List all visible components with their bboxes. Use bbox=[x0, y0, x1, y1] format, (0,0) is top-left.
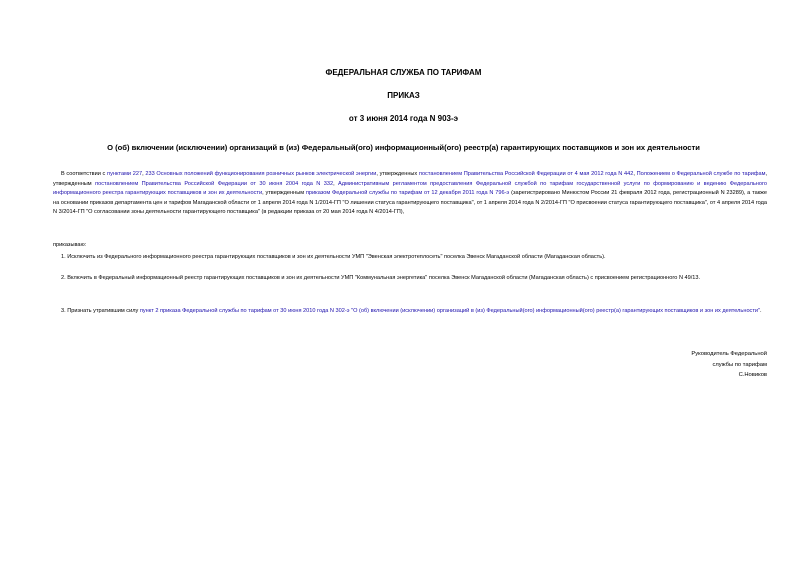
order-item-3-text: 3. Признать утратившим силу bbox=[61, 308, 140, 314]
link-retail-market-provisions[interactable]: 233 Основных положений функционирования розничных рынков электрической энергии bbox=[145, 171, 377, 177]
order-item-2: 2. Включить в Федеральный информационный реестр гарантирующих поставщиков и зон их деятельности УМП "Коммунальная энергетика" поселка Эвенск Магаданской области (Магаданская область) с присвоением регистрационного N 49/13. bbox=[61, 275, 701, 281]
document-type: ПРИКАЗ bbox=[387, 91, 420, 100]
link-order-796e[interactable]: приказом Федеральной службы по тарифам от 12 декабря 2011 года N 796-э bbox=[305, 190, 510, 197]
signature-block bbox=[567, 349, 767, 381]
link-resolution-332[interactable]: постановлением Правительства Российской Федерации от 30 июня 2004 года N 332 bbox=[95, 180, 334, 187]
preamble-paragraph bbox=[53, 170, 767, 218]
preamble-text: , bbox=[142, 171, 146, 177]
preamble-text: , утвержденным bbox=[262, 190, 306, 197]
signature-name: С.Новиков bbox=[738, 372, 767, 378]
signature-position-line1: Руководитель Федеральной bbox=[691, 351, 767, 357]
link-resolution-442[interactable]: постановлением Правительства Российской Федерации от 4 мая 2012 года N 442 bbox=[418, 171, 634, 177]
order-item-3-text: . bbox=[760, 308, 762, 314]
link-order-302e-clause-2[interactable]: пункт 2 приказа Федеральной службы по тарифам от 30 июня 2010 года N 302-э "О (об) включении (исключении) организаций в (из) Федеральный(ого) информационный(ого) реестр(а) гарантирующих поставщиков и зон их деятельности" bbox=[139, 308, 761, 314]
preamble-text: , утвержденных bbox=[376, 171, 419, 177]
link-fst-regulation[interactable]: Положением о Федеральной службе по тарифам bbox=[636, 171, 766, 177]
link-administrative-regulation[interactable]: Административным регламентом предоставления Федеральной службой по тарифам государственной услуги по формированию и ведению Федерального информационного реестра гарантирующих поставщиков и зон их деятельности bbox=[53, 180, 767, 197]
agency-header: ФЕДЕРАЛЬНАЯ СЛУЖБА ПО ТАРИФАМ bbox=[325, 68, 482, 77]
order-item-3 bbox=[53, 307, 767, 317]
order-item-1: 1. Исключить из Федерального информационного реестра гарантирующих поставщиков и зон их деятельности УМП "Эвенская электротеплосеть" поселка Эвенск Магаданской области (Магаданская область). bbox=[61, 254, 606, 260]
preamble-text: , bbox=[633, 171, 637, 177]
document-title: О (об) включении (исключении) организаций в (из) Федеральный(ого) информационный(ого) реестр(а) гарантирующих поставщиков и зон их деятельности bbox=[107, 143, 700, 152]
preamble-text: (зарегистрировано Минюстом России 21 февраля 2012 года, регистрационный N 23289), а также на основании приказов департамента цен и тарифов Магаданской области от 1 апреля 2014 года N 1/2014-ГП "О лишении статуса гарантирующего поставщика", от 1 апреля 2014 года N 2/2014-ГП "О присвоении статуса гарантирующего поставщика", от 4 апреля 2014 года N 3/2014-ГП "О согласовании зоны деятельности гарантирующего поставщика" (в редакции приказа от 20 мая 2014 года N 4/2014-ГП), bbox=[53, 190, 767, 216]
preamble-text: , bbox=[333, 180, 339, 187]
signature-position-line2: службы по тарифам bbox=[712, 361, 767, 368]
preamble-text: В соответствии с bbox=[61, 171, 108, 177]
link-clause-227[interactable]: пунктами 227 bbox=[107, 171, 143, 177]
document-date-number: от 3 июня 2014 года N 903-э bbox=[348, 114, 459, 123]
preamble-text: , утвержденным bbox=[53, 171, 768, 187]
order-lead: приказываю: bbox=[53, 242, 87, 248]
